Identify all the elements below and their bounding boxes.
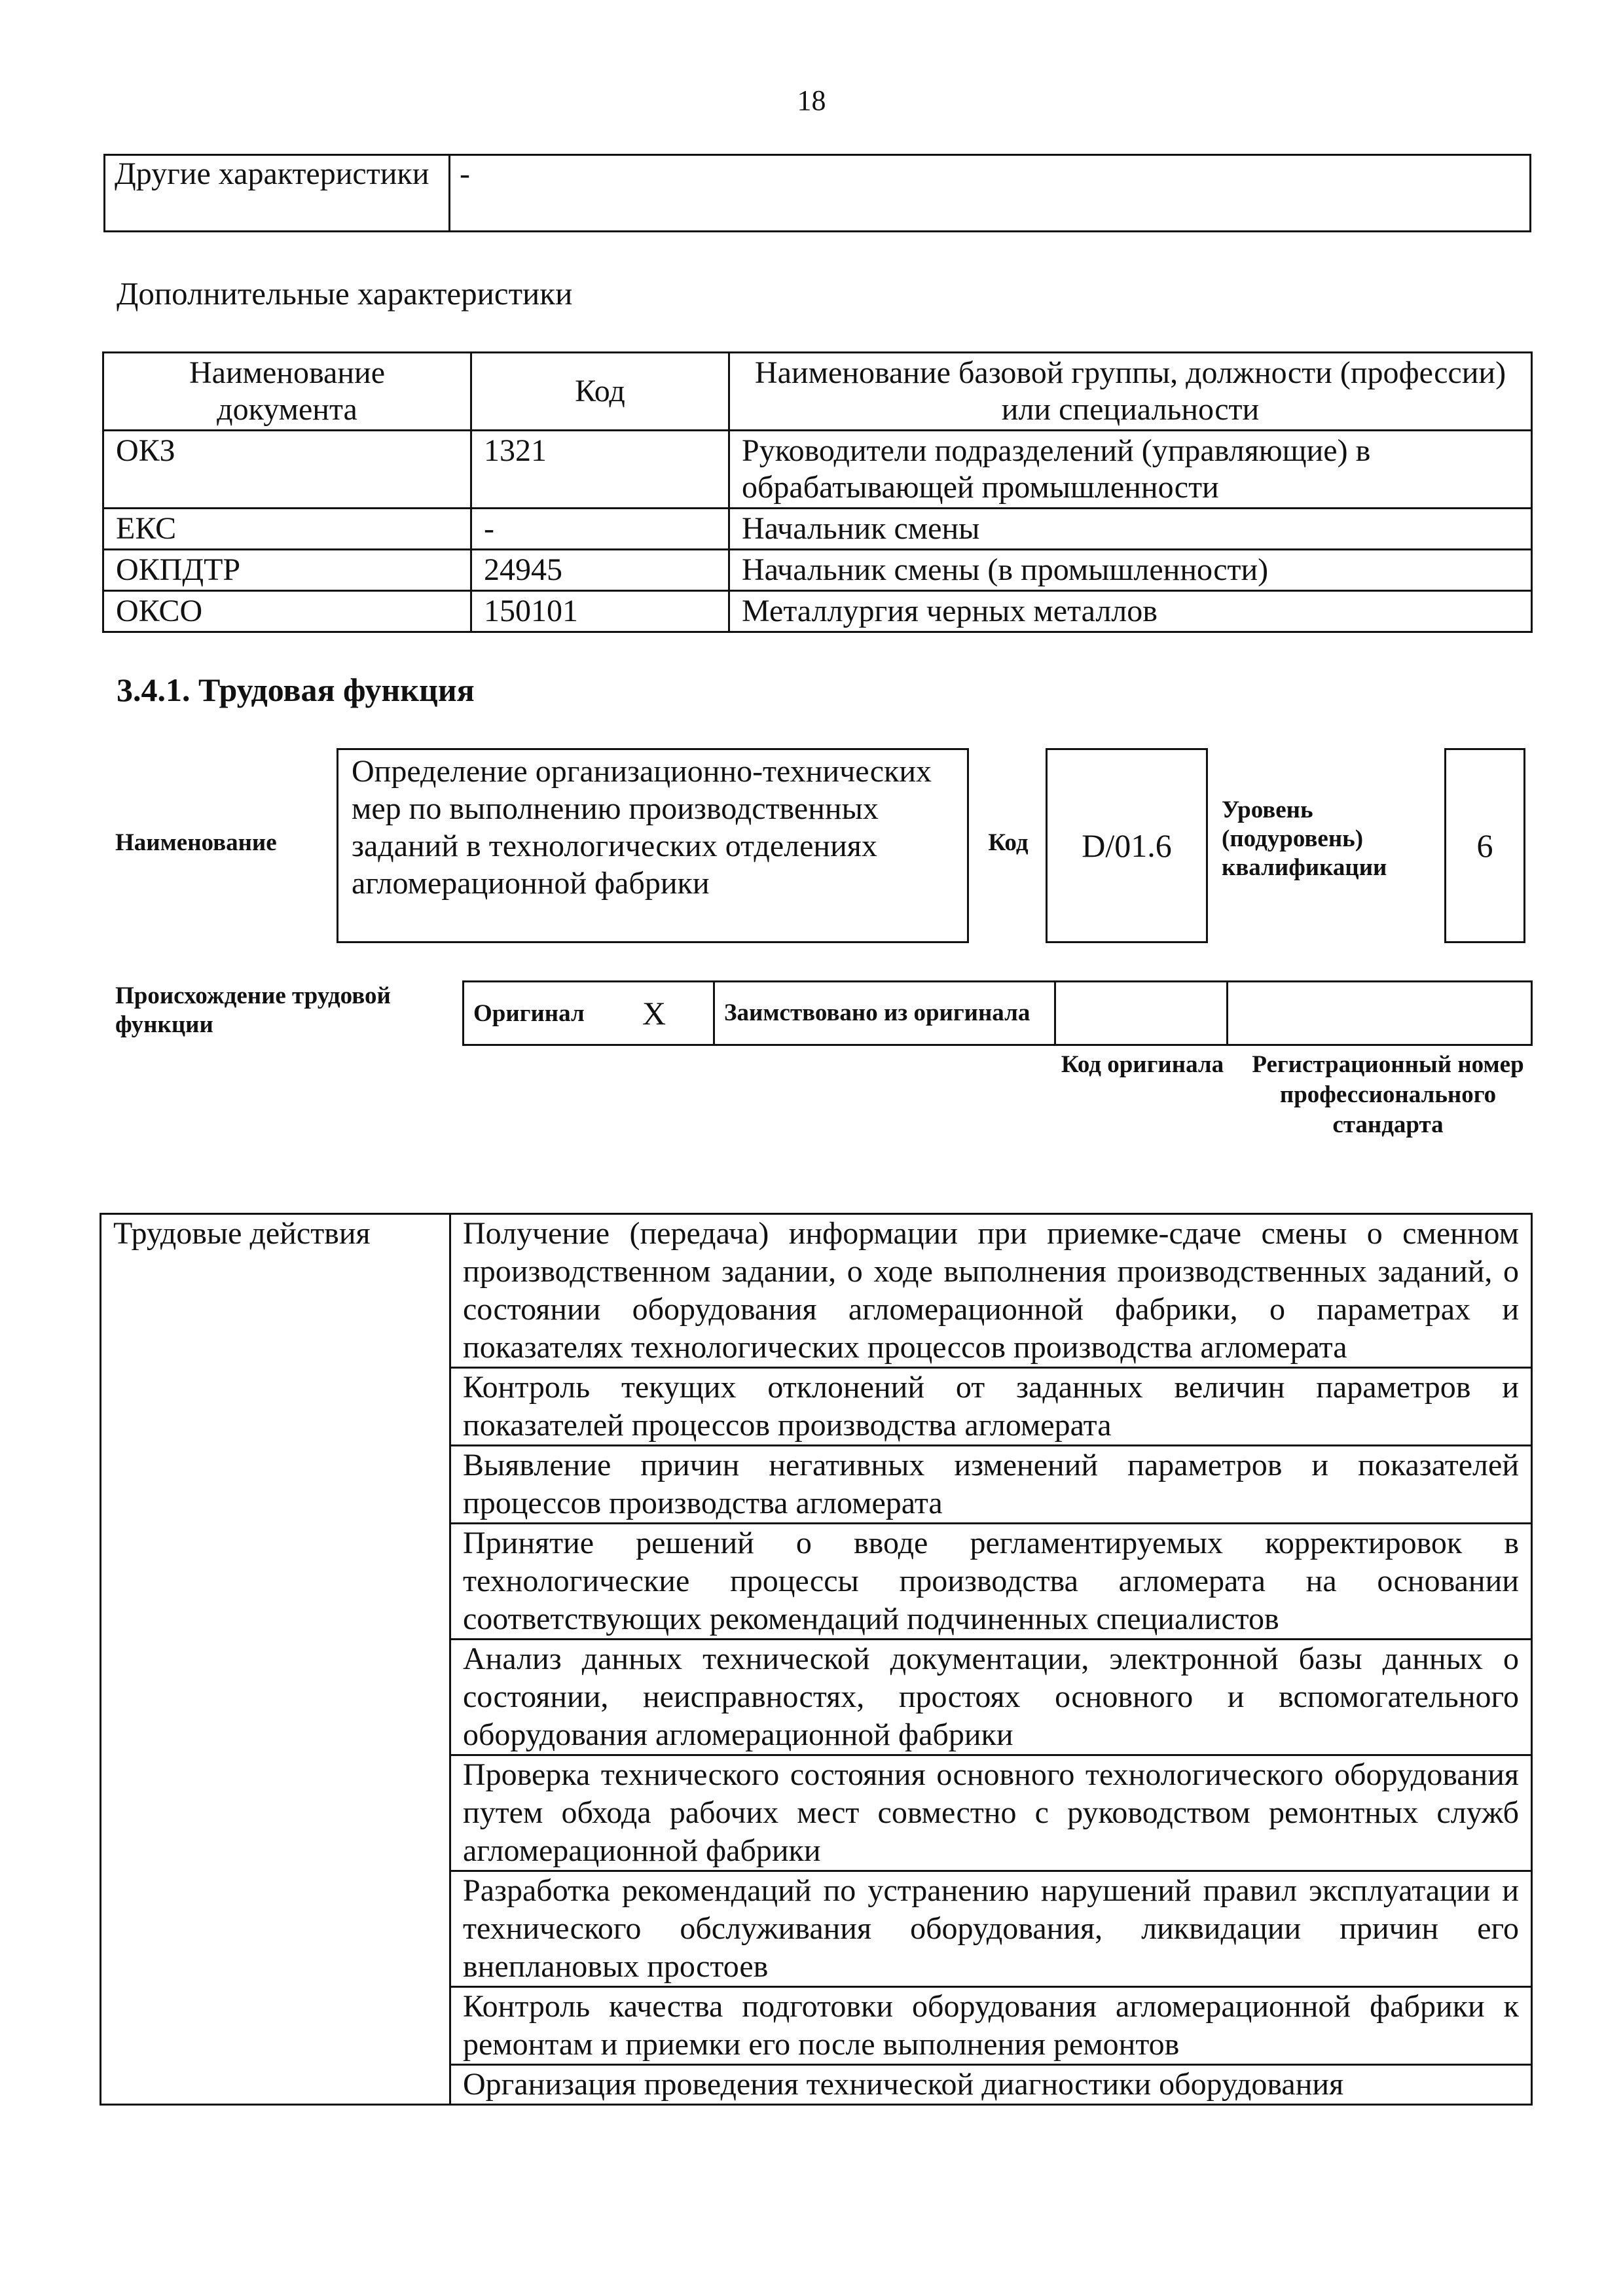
function-name-box: Определение организационно-технических мер по выполнению производственных заданий в технологических отделениях агломерационной фабрики [337, 748, 969, 943]
code-label: Код [988, 829, 1029, 856]
original-mark: X [633, 982, 714, 1045]
original-label: Оригинал [464, 982, 634, 1045]
row-code: 1321 [471, 431, 729, 509]
table-row [103, 431, 1532, 509]
row-code: - [471, 509, 729, 550]
row-doc: ОКПДТР [103, 550, 471, 591]
row-name: Начальник смены [729, 509, 1532, 550]
table-row [103, 550, 1532, 591]
origin-table [462, 980, 1533, 1046]
list-item: Контроль качества подготовки оборудования агломерационной фабрики к ремонтам и приемки его после выполнения ремонтов [450, 1987, 1532, 2065]
page-number: 18 [797, 84, 826, 117]
function-code-box [1046, 748, 1208, 943]
origin-label: Происхождение трудовой функции [115, 982, 391, 1038]
borrowed-label: Заимствовано из оригинала [714, 982, 1055, 1045]
table-row [103, 509, 1532, 550]
other-characteristics-label: Другие характеристики [105, 155, 450, 232]
list-item: Анализ данных технической документации, электронной базы данных о состоянии, неисправностях, простоях основного и вспомогательного оборудования агломерационной фабрики [450, 1640, 1532, 1755]
level-label: Уровень (подуровень) квалификации [1222, 797, 1387, 881]
labor-actions-table [100, 1213, 1533, 2106]
name-label: Наименование [115, 829, 277, 856]
list-item: Проверка технического состояния основного технологического оборудования путем обхода рабочих мест совместно с руководством ремонтных служб агломерационной фабрики [450, 1755, 1532, 1871]
row-name: Начальник смены (в промышленности) [729, 550, 1532, 591]
function-code-value: D/01.6 [1082, 827, 1172, 864]
list-item: Получение (передача) информации при приемке-сдаче смены о сменном производственном задании, о ходе выполнения производственных заданий, о состоянии оборудования агломерационной фабрики, о параметрах и показателях технологических процессов производства агломерата [450, 1214, 1532, 1368]
table-row [103, 591, 1532, 632]
other-characteristics-value: - [450, 155, 1531, 232]
row-doc: ОКСО [103, 591, 471, 632]
labor-actions-label: Трудовые действия [101, 1214, 450, 2105]
labor-function-heading: 3.4.1. Трудовая функция [117, 672, 475, 708]
registration-number-caption: Регистрационный номер профессионального стандарта [1252, 1051, 1524, 1138]
list-item: Выявление причин негативных изменений параметров и показателей процессов производства агломерата [450, 1446, 1532, 1524]
row-code: 150101 [471, 591, 729, 632]
row-doc: ОКЗ [103, 431, 471, 509]
row-name: Руководители подразделений (управляющие) в обрабатывающей промышленности [729, 431, 1532, 509]
list-item: Контроль текущих отклонений от заданных величин параметров и показателей процессов производства агломерата [450, 1368, 1532, 1446]
list-item: Принятие решений о вводе регламентируемых корректировок в технологические процессы производства агломерата на основании соответствующих рекомендаций подчиненных специалистов [450, 1524, 1532, 1640]
header-document: Наименование документа [103, 353, 471, 431]
original-code-caption: Код оригинала [1061, 1051, 1224, 1078]
additional-characteristics-table [102, 351, 1533, 633]
qualification-level-value: 6 [1476, 827, 1493, 864]
row-doc: ЕКС [103, 509, 471, 550]
row-name: Металлургия черных металлов [729, 591, 1532, 632]
header-code: Код [471, 353, 729, 431]
list-item: Разработка рекомендаций по устранению нарушений правил эксплуатации и технического обслуживания оборудования, ликвидации причин его внеплановых простоев [450, 1871, 1532, 1987]
original-code-cell [1055, 982, 1228, 1045]
section-title: Дополнительные характеристики [117, 276, 573, 312]
qualification-level-box [1444, 748, 1525, 943]
other-characteristics-table [103, 154, 1531, 232]
row-code: 24945 [471, 550, 729, 591]
list-item: Организация проведения технической диагностики оборудования [450, 2065, 1532, 2105]
registration-number-cell [1228, 982, 1532, 1045]
header-name: Наименование базовой группы, должности (профессии) или специальности [729, 353, 1532, 431]
